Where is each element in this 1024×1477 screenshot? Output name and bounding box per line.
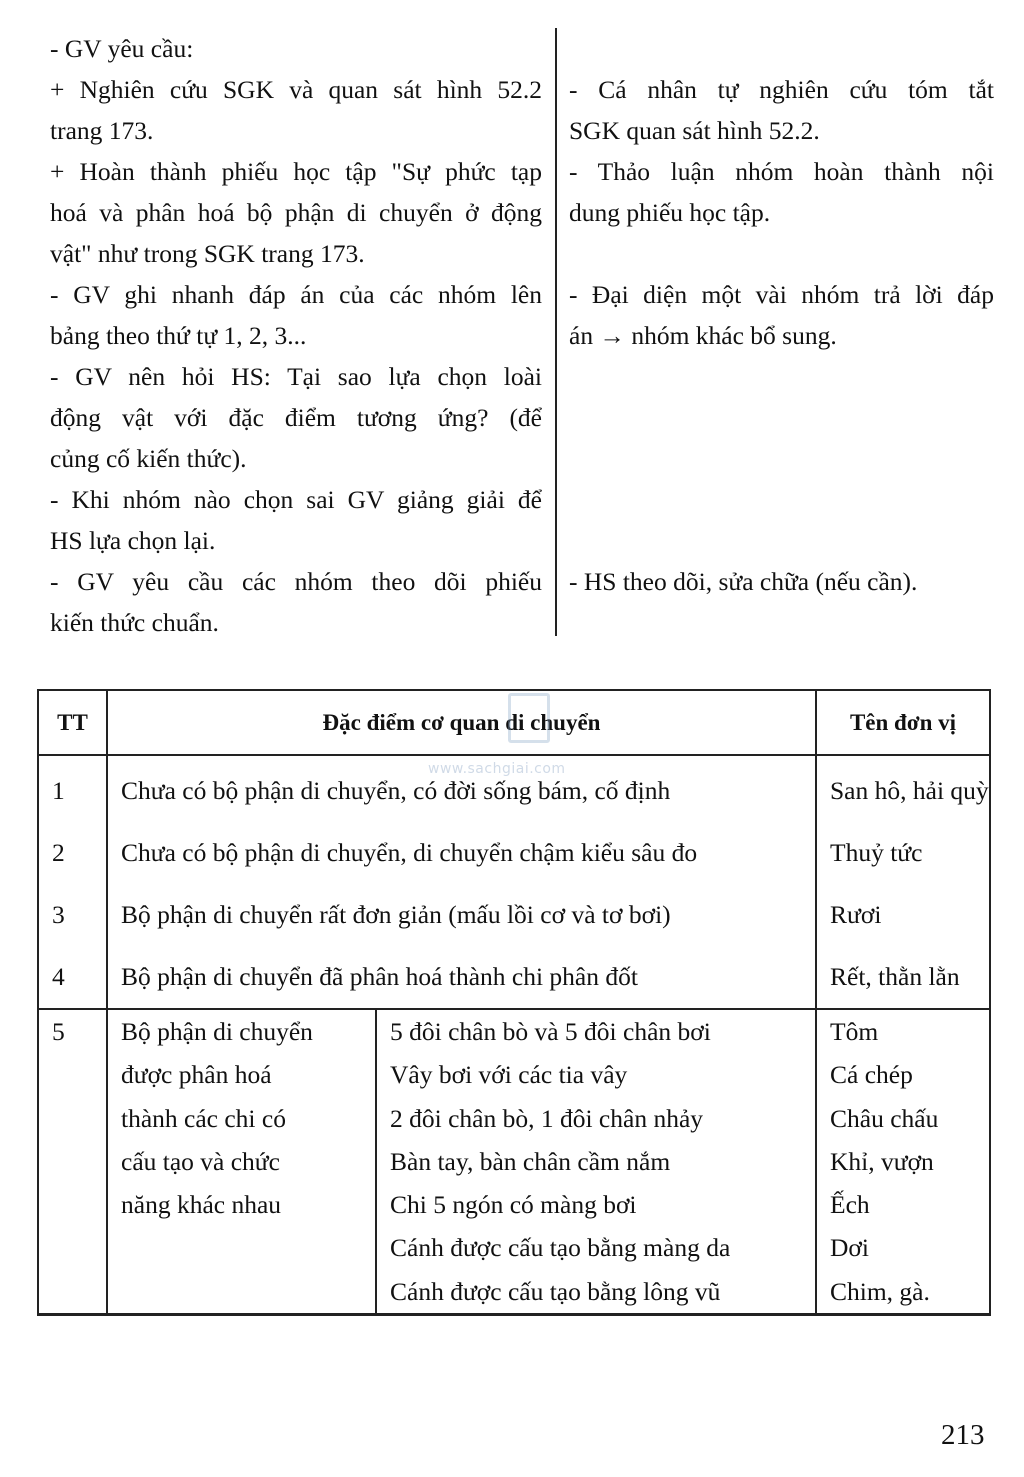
- row-unit: San hô, hải quỳ: [816, 755, 990, 822]
- row5-group-line: năng khác nhau: [121, 1190, 282, 1220]
- row-tt: 1: [38, 755, 107, 822]
- student-line: SGK quan sát hình 52.2.: [569, 116, 820, 145]
- row5-detail: Cánh được cấu tạo bằng lông vũ: [390, 1276, 721, 1306]
- student-line: dung phiếu học tập.: [569, 198, 771, 227]
- row5-unit: Chim, gà.: [830, 1276, 930, 1306]
- row-feature: Chưa có bộ phận di chuyển, có đời sống bám, cố định: [107, 755, 816, 822]
- row5-unit: Dơi: [830, 1233, 869, 1263]
- row-feature: Chưa có bộ phận di chuyển, di chuyển chậm kiểu sâu đo: [107, 822, 816, 884]
- teacher-line: trang 173.: [50, 116, 154, 145]
- row5-unit: Châu chấu: [830, 1103, 939, 1133]
- student-line: - Cá nhân tự nghiên cứu tóm tắt: [569, 75, 994, 104]
- row-tt: 5: [38, 1009, 107, 1315]
- row5-group-line: cấu tạo và chức: [121, 1146, 280, 1176]
- row-tt: 4: [38, 946, 107, 1009]
- teacher-line: kiến thức chuẩn.: [50, 608, 219, 637]
- teacher-line: + Nghiên cứu SGK và quan sát hình 52.2: [50, 75, 542, 104]
- row-feature: Bộ phận di chuyển đã phân hoá thành chi phân đốt: [107, 946, 816, 1009]
- student-line: - Thảo luận nhóm hoàn thành nội: [569, 157, 994, 186]
- row5-unit: Tôm: [830, 1017, 879, 1046]
- row-tt: 2: [38, 822, 107, 884]
- locomotion-features-table: [37, 689, 991, 1316]
- teacher-line: vật" như trong SGK trang 173.: [50, 239, 365, 268]
- table-row: [38, 822, 990, 884]
- row5-detail: Chi 5 ngón có màng bơi: [390, 1190, 637, 1220]
- header-unit: Tên đơn vị: [816, 690, 990, 755]
- table-row: [38, 946, 990, 1009]
- row5-group-line: thành các chi có: [121, 1103, 286, 1133]
- row5-detail: Cánh được cấu tạo bằng màng da: [390, 1233, 731, 1263]
- row5-group-line: được phân hoá: [121, 1060, 272, 1090]
- header-tt: TT: [38, 690, 107, 755]
- column-divider: [555, 28, 557, 636]
- student-line: án → nhóm khác bổ sung.: [569, 321, 837, 350]
- row5-detail: 5 đôi chân bò và 5 đôi chân bơi: [390, 1017, 711, 1046]
- table-row-5: [38, 1009, 990, 1315]
- table-row: [38, 884, 990, 946]
- student-line: - Đại diện một vài nhóm trả lời đáp: [569, 280, 994, 309]
- row-tt: 3: [38, 884, 107, 946]
- teacher-line: bảng theo thứ tự 1, 2, 3...: [50, 321, 307, 350]
- teacher-line: HS lựa chọn lại.: [50, 526, 216, 555]
- row-feature: Bộ phận di chuyển rất đơn giản (mấu lồi cơ và tơ bơi): [107, 884, 816, 946]
- row5-details: [376, 1009, 816, 1315]
- teacher-line: củng cố kiến thức).: [50, 444, 247, 473]
- watermark-url: www.sachgiai.com: [428, 761, 566, 777]
- row-unit: Thuỷ tức: [816, 822, 990, 884]
- row5-group: [107, 1009, 376, 1315]
- teacher-line: động vật với đặc điểm tương ứng? (để: [50, 403, 542, 432]
- row5-group-line: Bộ phận di chuyển: [121, 1017, 313, 1046]
- teacher-line: - GV ghi nhanh đáp án của các nhóm lên: [50, 280, 542, 309]
- row5-unit: Ếch: [830, 1190, 870, 1220]
- teacher-line: - GV yêu cầu các nhóm theo dõi phiếu: [50, 567, 542, 596]
- teacher-line: hoá và phân hoá bộ phận di chuyển ở động: [50, 198, 542, 227]
- row5-detail: Bàn tay, bàn chân cầm nắm: [390, 1146, 671, 1176]
- row-unit: Rết, thằn lằn: [816, 946, 990, 1009]
- row5-unit: Khỉ, vượn: [830, 1146, 934, 1176]
- activity-section: [50, 28, 995, 636]
- header-feature: Đặc điểm cơ quan di chuyển: [107, 690, 816, 755]
- teacher-line: - GV nên hỏi HS: Tại sao lựa chọn loài: [50, 362, 542, 391]
- table-header-row: [38, 690, 990, 755]
- row5-units: [816, 1009, 990, 1315]
- table-row: [38, 755, 990, 822]
- teacher-line: - Khi nhóm nào chọn sai GV giảng giải để: [50, 485, 542, 514]
- teacher-line: - GV yêu cầu:: [50, 34, 194, 63]
- row5-detail: Vây bơi với các tia vây: [390, 1060, 628, 1090]
- row-unit: Rươi: [816, 884, 990, 946]
- row5-unit: Cá chép: [830, 1060, 913, 1090]
- page-number: 213: [941, 1419, 985, 1451]
- student-line: - HS theo dõi, sửa chữa (nếu cần).: [569, 567, 918, 596]
- teacher-line: + Hoàn thành phiếu học tập "Sự phức tạp: [50, 157, 542, 186]
- row5-detail: 2 đôi chân bò, 1 đôi chân nhảy: [390, 1103, 704, 1133]
